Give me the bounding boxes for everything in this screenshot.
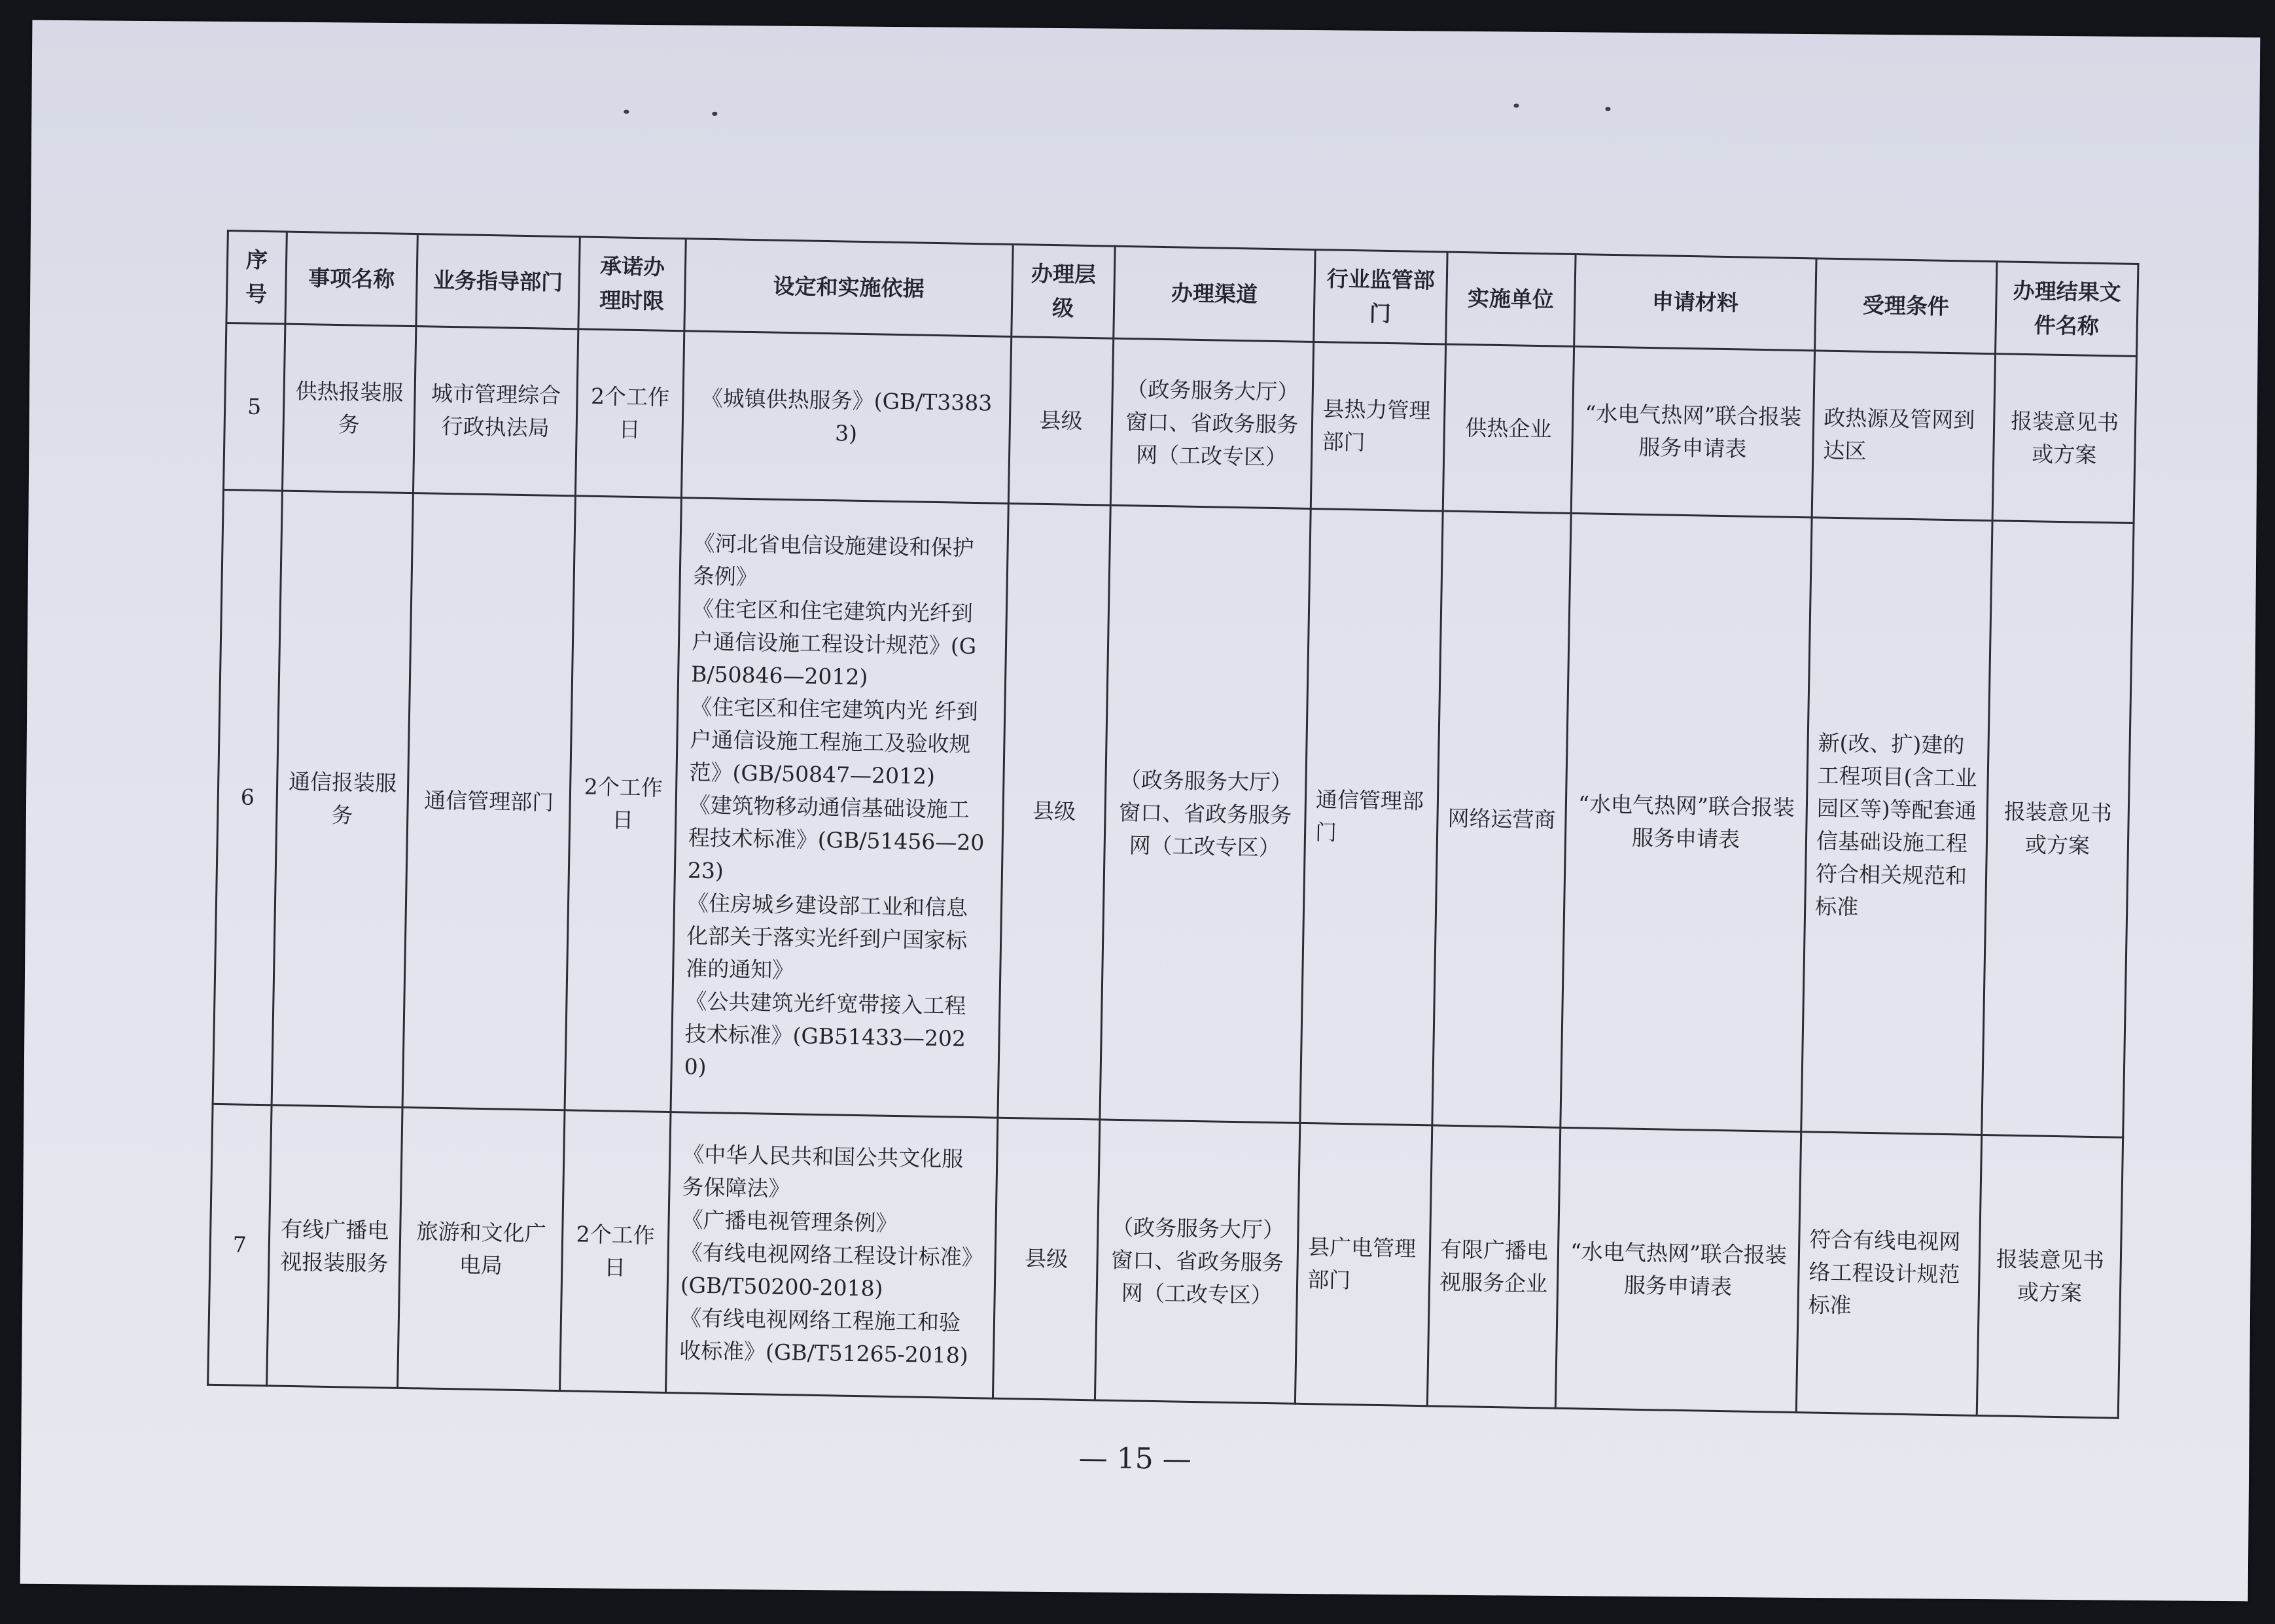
cell-conditions: 符合有线电视网络工程设计规范标准: [1796, 1132, 1981, 1416]
paper-speck: [624, 110, 629, 114]
cell-level: 县级: [998, 503, 1110, 1120]
cell-regulator: 县热力管理部门: [1311, 342, 1445, 511]
paper-speck: [1513, 103, 1519, 107]
basis-entry: 《建筑物移动通信基础设施工程技术标准》(GB/51456—2023): [687, 792, 985, 884]
cell-channel: （政务服务大厅）窗口、省政务服务网（工改专区）: [1095, 1120, 1299, 1403]
cell-level: 县级: [993, 1118, 1099, 1400]
cell-implementer: 网络运营商: [1432, 511, 1571, 1127]
cell-result-doc: 报装意见书或方案: [1982, 521, 2134, 1138]
header-materials: 申请材料: [1574, 254, 1816, 350]
cell-regulator: 县广电管理部门: [1295, 1123, 1432, 1405]
cell-regulator: 通信管理部门: [1300, 508, 1443, 1125]
header-conditions: 受理条件: [1815, 258, 1997, 354]
basis-entry: 《广播电视管理条例》: [681, 1207, 898, 1237]
table-row: [208, 1104, 2123, 1418]
header-result-doc: 办理结果文件名称: [1996, 262, 2138, 357]
basis-entry: 《城镇供热服务》(GB/T33833): [701, 385, 993, 446]
header-guide-dept: 业务指导部门: [416, 234, 580, 329]
header-seq: 序号: [226, 231, 287, 325]
basis-entry: 《有线电视网络工程施工和验收标准》(GB/T51265-2018): [679, 1305, 969, 1369]
basis-entry: 《公共建筑光纤宽带接入工程技术标准》(GB51433—2020): [684, 988, 966, 1080]
header-time-limit: 承诺办理时限: [578, 237, 686, 331]
cell-result-doc: 报装意见书或方案: [1977, 1135, 2123, 1419]
cell-materials: “水电气热网”联合报装服务申请表: [1555, 1127, 1801, 1412]
cell-guide-dept: 城市管理综合行政执法局: [413, 327, 578, 496]
cell-basis: [666, 1112, 998, 1399]
cell-implementer: 供热企业: [1443, 344, 1574, 513]
basis-entry: 《住房城乡建设部工业和信息化部关于落实光纤到户国家标准的通知》: [685, 890, 968, 983]
cell-seq: 5: [223, 323, 285, 491]
page-number: — 15 —: [1078, 1441, 1191, 1476]
basis-entry: 《河北省电信设施建设和保护条例》: [692, 530, 974, 590]
cell-seq: 6: [213, 489, 282, 1104]
cell-time-limit: 2个工作日: [565, 496, 681, 1112]
document-page: [20, 20, 2261, 1602]
table-row: [223, 323, 2136, 523]
cell-implementer: 有限广播电视服务企业: [1427, 1125, 1560, 1408]
basis-entry: 《中华人民共和国公共文化服务保障法》: [682, 1141, 964, 1202]
header-implementer: 实施单位: [1446, 252, 1576, 346]
cell-level: 县级: [1008, 336, 1113, 505]
cell-item-name: 通信报装服务: [272, 491, 413, 1107]
cell-seq: 7: [208, 1104, 272, 1386]
header-channel: 办理渠道: [1114, 246, 1315, 342]
cell-item-name: 有线广播电视报装服务: [267, 1105, 402, 1388]
header-regulator: 行业监管部门: [1314, 250, 1447, 345]
cell-materials: “水电气热网”联合报装服务申请表: [1561, 513, 1812, 1131]
cell-materials: “水电气热网”联合报装服务申请表: [1571, 346, 1814, 517]
cell-time-limit: 2个工作日: [575, 329, 684, 498]
basis-entry: 《有线电视网络工程设计标准》(GB/T50200-2018): [680, 1239, 973, 1301]
cell-time-limit: 2个工作日: [560, 1110, 671, 1393]
cell-guide-dept: 旅游和文化广电局: [398, 1107, 565, 1390]
cell-guide-dept: 通信管理部门: [402, 493, 575, 1110]
header-item-name: 事项名称: [285, 232, 417, 326]
basis-entry: 《住宅区和住宅建筑内光纤到户通信设施工程设计规范》(GB/50846—2012): [690, 595, 977, 690]
cell-basis: [671, 498, 1008, 1118]
cell-channel: （政务服务大厅）窗口、省政务服务网（工改专区）: [1110, 338, 1313, 508]
table-row: [213, 489, 2134, 1137]
basis-entry: 《住宅区和住宅建筑内光 纤到户通信设施工程施工及验收规范》(GB/50847—2012): [689, 694, 979, 790]
header-level: 办理层级: [1012, 244, 1115, 338]
service-table: [207, 230, 2139, 1419]
cell-item-name: 供热报装服务: [282, 324, 415, 493]
cell-channel: （政务服务大厅）窗口、省政务服务网（工改专区）: [1100, 505, 1311, 1123]
cell-conditions: 政热源及管网到达区: [1812, 351, 1995, 521]
cell-basis: [681, 331, 1011, 504]
paper-speck: [712, 112, 717, 116]
paper-speck: [1605, 107, 1610, 111]
header-basis: 设定和实施依据: [684, 239, 1013, 337]
table-container: [207, 230, 2137, 1419]
cell-result-doc: 报装意见书或方案: [1992, 354, 2136, 523]
cell-conditions: 新(改、扩)建的工程项目(含工业园区等)等配套通信基础设施工程符合相关规范和标准: [1801, 518, 1992, 1135]
